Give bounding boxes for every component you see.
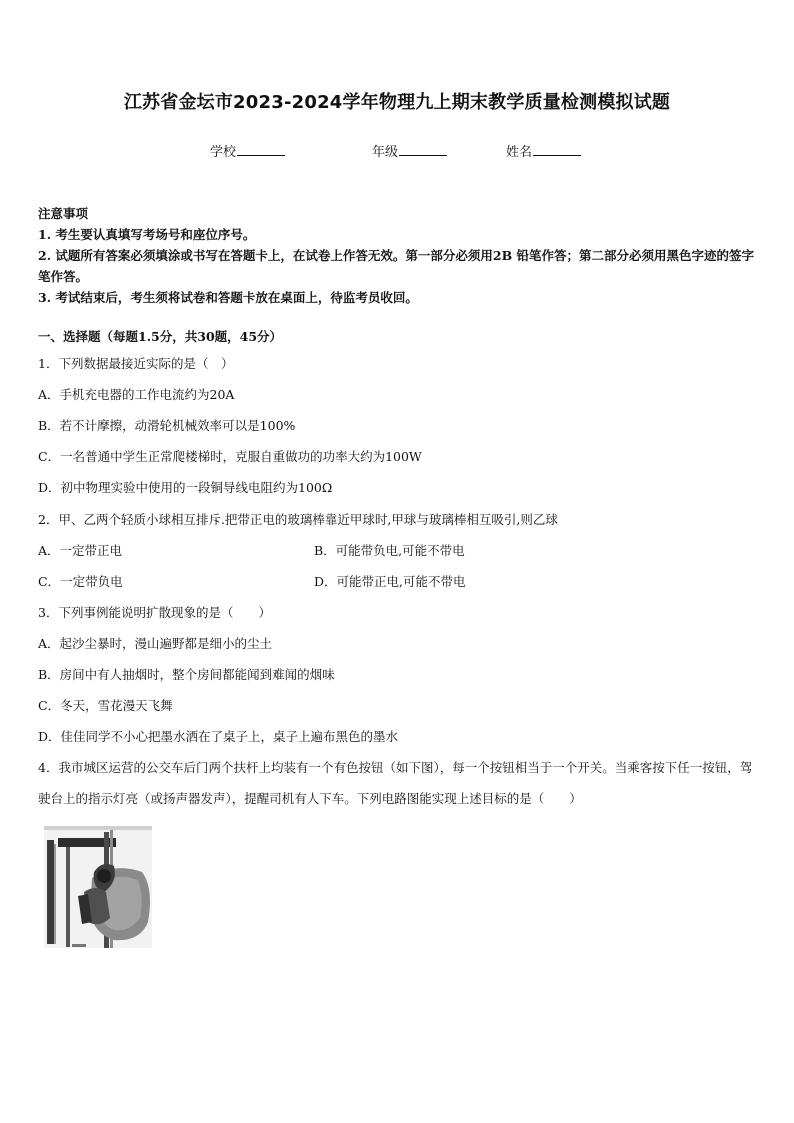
question-2-option-c[interactable]: C．一定带负电 [38, 574, 123, 589]
question-3-option-a[interactable]: A．起沙尘暴时，漫山遍野都是细小的尘土 [38, 636, 273, 651]
exam-notes [38, 203, 760, 308]
grade-blank[interactable] [399, 143, 447, 156]
notes-heading: 注意事项 [38, 206, 89, 221]
question-2-option-a[interactable]: A．一定带正电 [38, 543, 123, 558]
question-4-stem: 4．我市城区运营的公交车后门两个扶杆上均装有一个有色按钮（如下图），每一个按钮相当于一个开关。当乘客按下任一按钮，驾驶台上的指示灯亮（或扬声器发声），提醒司机有人下车。下列电路图能实现上述目标的是（ ） [38, 760, 753, 806]
question-1-option-a[interactable]: A．手机充电器的工作电流约为20A [38, 387, 235, 402]
question-1-option-c[interactable]: C．一名普通中学生正常爬楼梯时，克服自重做功的功率大约为100W [38, 449, 422, 464]
question-1-option-b[interactable]: B．若不计摩擦，动滑轮机械效率可以是100% [38, 418, 296, 433]
name-blank[interactable] [533, 143, 581, 156]
question-1-stem: 1．下列数据最接近实际的是（ ） [38, 356, 234, 371]
name-field[interactable] [506, 141, 581, 160]
notes-item: 1. 考生要认真填写考场号和座位序号。 [38, 227, 256, 242]
name-label: 姓名 [506, 145, 533, 160]
school-field[interactable] [210, 141, 285, 160]
question-3-option-c[interactable]: C．冬天，雪花漫天飞舞 [38, 698, 173, 713]
question-2-stem: 2．甲、乙两个轻质小球相互排斥.把带正电的玻璃棒靠近甲球时,甲球与玻璃棒相互吸引,则乙球 [38, 512, 558, 527]
bus-button-photo [44, 826, 152, 948]
grade-label: 年级 [372, 145, 399, 160]
grade-field[interactable] [372, 141, 447, 160]
school-label: 学校 [210, 145, 237, 160]
student-info-fields [0, 141, 794, 161]
exam-title: 江苏省金坛市2023-2024学年物理九上期末教学质量检测模拟试题 [123, 92, 671, 113]
notes-item: 3. 考试结束后，考生须将试卷和答题卡放在桌面上，待监考员收回。 [38, 290, 418, 305]
question-3-option-d[interactable]: D．佳佳同学不小心把墨水洒在了桌子上，桌子上遍布黑色的墨水 [38, 729, 399, 744]
question-2-option-b[interactable]: B．可能带负电,可能不带电 [314, 543, 465, 558]
question-3-stem: 3．下列事例能说明扩散现象的是（ ） [38, 605, 271, 620]
question-3-option-b[interactable]: B．房间中有人抽烟时，整个房间都能闻到难闻的烟味 [38, 667, 335, 682]
school-blank[interactable] [237, 143, 285, 156]
notes-item: 2. 试题所有答案必须填涂或书写在答题卡上，在试卷上作答无效。第一部分必须用2B 铅笔作答；第二部分必须用黑色字迹的签字笔作答。 [38, 248, 755, 284]
question-2-option-d[interactable]: D．可能带正电,可能不带电 [314, 574, 466, 589]
question-1-option-d[interactable]: D．初中物理实验中使用的一段铜导线电阻约为100Ω [38, 480, 333, 495]
section-heading: 一、选择题（每题1.5分，共30题，45分） [38, 329, 283, 344]
